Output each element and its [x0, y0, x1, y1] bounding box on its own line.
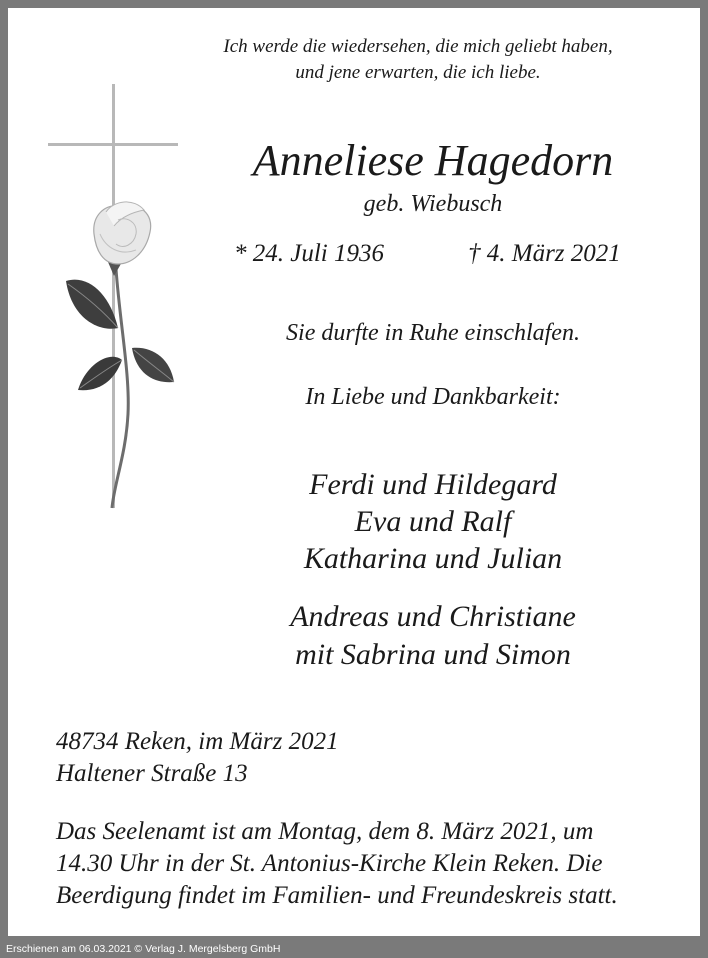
- cross-and-rose-artwork: [48, 84, 188, 524]
- notice-line-3: Beerdigung findet im Familien- und Freundeskreis statt.: [56, 882, 618, 909]
- notice-line-1: Das Seelenamt ist am Montag, dem 8. März 2021, um: [56, 818, 594, 845]
- mourners-group-2: [188, 598, 678, 674]
- address-block: [56, 726, 676, 790]
- obituary-card: [8, 8, 700, 936]
- sleep-text: Sie durfte in Ruhe einschlafen.: [286, 320, 580, 346]
- quote-line-1: Ich werde die wiedersehen, die mich geliebt haben,: [223, 36, 613, 57]
- deceased-name: Anneliese Hagedorn: [252, 136, 614, 185]
- service-notice: [56, 816, 696, 912]
- maiden-name: geb. Wiebusch: [363, 191, 503, 217]
- notice-line-2: 14.30 Uhr in der St. Antonius-Kirche Klein Reken. Die: [56, 850, 603, 877]
- mourner-line: Andreas und Christiane: [290, 600, 576, 633]
- death-date: † 4. März 2021: [468, 240, 621, 267]
- mourner-line: Ferdi und Hildegard: [309, 468, 557, 501]
- address-line-1: 48734 Reken, im März 2021: [56, 728, 339, 755]
- mourner-line: Eva und Ralf: [354, 505, 512, 538]
- quote: [158, 34, 678, 86]
- address-line-2: Haltener Straße 13: [56, 760, 248, 787]
- mourner-line: Katharina und Julian: [303, 542, 563, 575]
- publication-footer: Erschienen am 06.03.2021 © Verlag J. Mergelsberg GmbH: [6, 943, 281, 955]
- gratitude-text: In Liebe und Dankbarkeit:: [305, 384, 561, 410]
- cross-icon: [48, 84, 178, 508]
- quote-line-2: und jene erwarten, die ich liebe.: [295, 62, 541, 83]
- birth-date: * 24. Juli 1936: [234, 240, 384, 267]
- mourners-group-1: [188, 466, 678, 577]
- mourner-line: mit Sabrina und Simon: [295, 638, 571, 671]
- rose-icon: [66, 202, 174, 508]
